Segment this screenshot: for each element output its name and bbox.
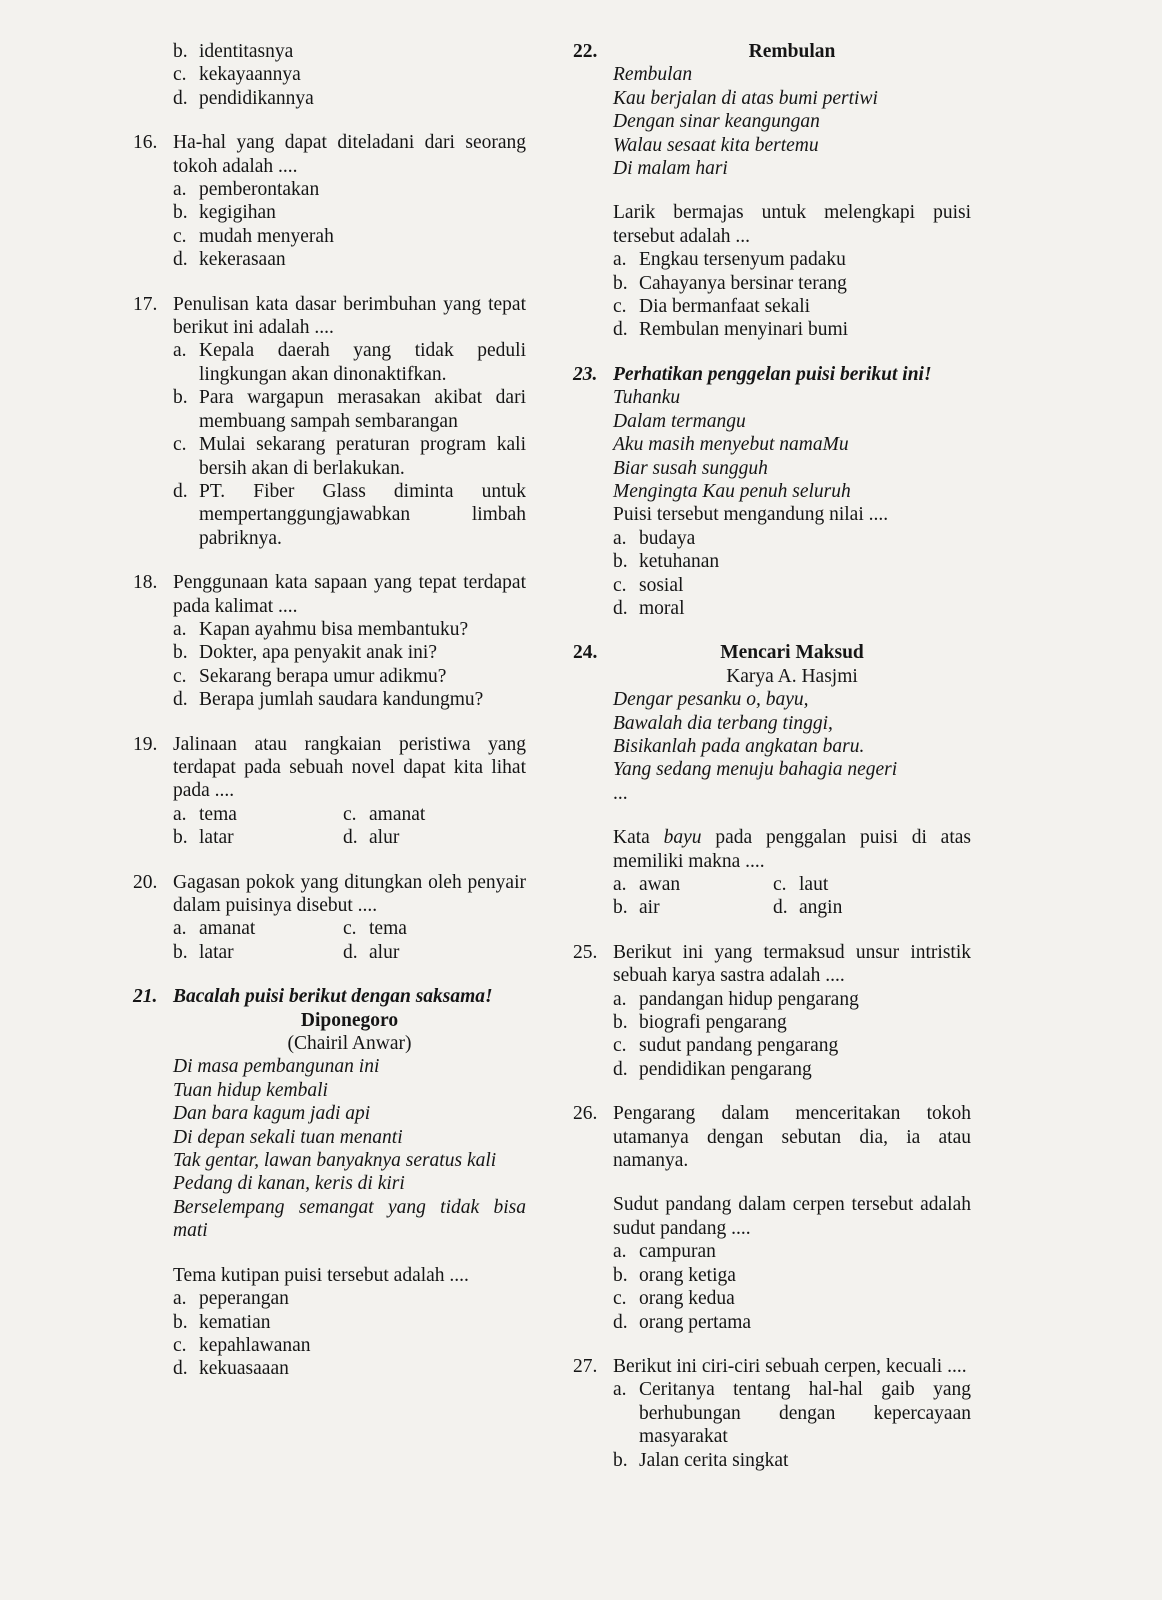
option-c[interactable]: c. orang kedua (613, 1288, 735, 1310)
option-d[interactable]: d. angin (773, 897, 843, 919)
question-24 (573, 641, 971, 919)
question-number: 22. (573, 41, 598, 62)
poem-line: Dan bara kagum jadi api (173, 1103, 371, 1125)
option-c[interactable]: c. Mulai sekarang peraturan program kali bersih akan di berlakukan. (173, 434, 526, 479)
question-stem: Larik bermajas untuk melengkapi puisi tersebut adalah ... (613, 202, 971, 247)
option-d[interactable]: d. alur (343, 827, 400, 849)
question-27 (573, 1355, 971, 1472)
option-b[interactable]: b. kematian (173, 1311, 271, 1333)
question-context: Pengarang dalam menceritakan tokoh utamanya dengan sebutan dia, ia atau namanya. (613, 1103, 971, 1172)
question-stem: Penulisan kata dasar berimbuhan yang tepat berikut ini adalah .... (173, 293, 526, 339)
option-c[interactable]: c. amanat (343, 803, 426, 825)
poem-line: Di depan sekali tuan menanti (173, 1126, 403, 1148)
question-26 (573, 1102, 971, 1334)
question-21 (133, 985, 526, 1381)
option-c[interactable]: c. laut (773, 874, 829, 895)
poem-line: Mengingta Kau penuh seluruh (613, 480, 851, 502)
option-c[interactable]: c. mudah menyerah (173, 225, 334, 247)
poem-line: Tak gentar, lawan banyaknya seratus kali (173, 1150, 497, 1172)
question-stem: Sudut pandang dalam cerpen tersebut adalah sudut pandang .... (613, 1194, 971, 1239)
question-number: 24. (573, 642, 598, 664)
question-stem: Penggunaan kata sapaan yang tepat terdapat pada kalimat .... (173, 572, 526, 617)
question-number: 17. (133, 293, 158, 315)
option-a[interactable]: a. Kepala daerah yang tidak peduli lingkungan akan dinonaktifkan. (173, 340, 526, 385)
question-17 (133, 293, 526, 550)
question-19 (133, 733, 526, 850)
option-a[interactable]: a. pandangan hidup pengarang (613, 988, 859, 1010)
poem-text (613, 63, 971, 180)
option-c[interactable]: c. Sekarang berapa umur adikmu? (173, 665, 447, 687)
poem-line: Dalam termangu (613, 410, 746, 432)
option-c[interactable]: c. kekayaannya (173, 64, 301, 86)
option-c[interactable]: c. kepahlawanan (173, 1334, 311, 1356)
option-a[interactable]: a. pemberontakan (173, 179, 320, 201)
option-a[interactable]: a. tema (173, 803, 237, 825)
option-a[interactable]: a. amanat (173, 918, 256, 940)
question-stem: Tema kutipan puisi tersebut adalah .... (173, 1264, 469, 1286)
question-instruction: Bacalah puisi berikut dengan saksama! (173, 986, 493, 1008)
option-a[interactable]: a. Ceritanya tentang hal-hal gaib yang berhubungan dengan kepercayaan masyarakat (613, 1379, 971, 1448)
option-d[interactable]: d. orang pertama (613, 1311, 752, 1333)
option-a[interactable]: a. Engkau tersenyum padaku (613, 249, 846, 271)
poem-line: Berselempang semangat yang tidak bisa mati (173, 1196, 526, 1242)
question-23 (573, 363, 971, 620)
poem-title: Diponegoro (300, 1009, 399, 1031)
option-b[interactable]: b. Dokter, apa penyakit anak ini? (173, 642, 437, 664)
poem-line: Tuan hidup kembali (173, 1079, 328, 1101)
option-b[interactable]: b. Jalan cerita singkat (613, 1449, 789, 1471)
option-c[interactable]: c. Dia bermanfaat sekali (613, 296, 811, 318)
question-number: 18. (133, 572, 158, 594)
poem-line: Bisikanlah pada angkatan baru. (613, 735, 865, 757)
poem-line: Di masa pembangunan ini (173, 1056, 380, 1078)
question-18 (133, 571, 526, 711)
poem-text (613, 688, 971, 805)
highlighted-word: bayu (663, 827, 702, 849)
poem-line: Dengar pesanku o, bayu, (613, 689, 809, 711)
option-d[interactable]: d. kekerasaan (173, 249, 286, 271)
question-number: 27. (573, 1355, 598, 1377)
poem-text (173, 1055, 526, 1242)
poem-line: Biar susah sungguh (613, 457, 768, 479)
option-b[interactable]: b. Para wargapun merasakan akibat dari membuang sampah sembarangan (173, 387, 526, 432)
option-c[interactable]: c. tema (343, 918, 407, 940)
question-stem: Jalinaan atau rangkaian peristiwa yang terdapat pada sebuah novel dapat kita lihat pada .... (173, 733, 526, 802)
option-d[interactable]: d. alur (343, 941, 400, 963)
option-a[interactable]: a. Kapan ayahmu bisa membantuku? (173, 618, 469, 640)
option-a[interactable]: a. campuran (613, 1241, 716, 1263)
poem-line: Aku masih menyebut namaMu (613, 434, 849, 456)
poem-text (613, 386, 971, 503)
option-b[interactable]: b. biografi pengarang (613, 1012, 787, 1034)
question-stem: Berikut ini ciri-ciri sebuah cerpen, kecuali .... (613, 1355, 967, 1377)
option-d[interactable]: d. pendidikan pengarang (613, 1058, 812, 1080)
option-b[interactable]: b. latar (173, 827, 234, 849)
question-stem: Ha-hal yang dapat diteladani dari seorang tokoh adalah .... (173, 132, 526, 177)
option-d[interactable]: d. Berapa jumlah saudara kandungmu? (173, 689, 484, 711)
option-d[interactable]: d. kekuasaaan (173, 1358, 289, 1380)
question-25 (573, 941, 971, 1081)
question-22 (573, 40, 971, 342)
poem-title: Rembulan (748, 41, 836, 62)
option-b[interactable]: b. air (613, 897, 660, 919)
option-d[interactable]: d. pendidikannya (173, 87, 314, 109)
question-number: 21. (133, 986, 158, 1008)
question-20 (133, 871, 526, 965)
option-a[interactable]: a. awan (613, 874, 681, 895)
poem-line: Yang sedang menuju bahagia negeri (613, 759, 898, 781)
question-stem: Berikut ini yang termaksud unsur intristik sebuah karya sastra adalah .... (613, 941, 971, 987)
question-stem: Puisi tersebut mengandung nilai .... (613, 504, 889, 526)
option-d[interactable]: d. PT. Fiber Glass diminta untuk mempertanggungjawabkan limbah pabriknya. (173, 480, 526, 549)
left-column (133, 40, 526, 1402)
question-number: 19. (133, 733, 158, 755)
poem-line: Tuhanku (613, 387, 681, 409)
option-d[interactable]: d. moral (613, 597, 685, 619)
option-b[interactable]: b. ketuhanan (613, 551, 720, 573)
poem-author: (Chairil Anwar) (287, 1033, 412, 1055)
question-16 (133, 131, 526, 271)
question-number: 16. (133, 132, 158, 154)
poem-author: Karya A. Hasjmi (726, 665, 858, 687)
poem-line: Walau sesaat kita bertemu (613, 134, 819, 156)
option-b[interactable]: b. identitasnya (173, 41, 294, 62)
right-column (573, 40, 971, 1493)
option-a[interactable]: a. peperangan (173, 1288, 289, 1310)
question-number: 26. (573, 1103, 598, 1125)
option-b[interactable]: b. latar (173, 941, 234, 963)
poem-title: Mencari Maksud (720, 642, 864, 664)
poem-line: Pedang di kanan, keris di kiri (173, 1173, 405, 1195)
option-b[interactable]: b. orang ketiga (613, 1264, 736, 1286)
question-instruction: Perhatikan penggelan puisi berikut ini! (613, 363, 932, 385)
question-stem: Gagasan pokok yang ditungkan oleh penyair dalam puisinya disebut .... (173, 871, 526, 916)
poem-line: Bawalah dia terbang tinggi, (613, 712, 833, 734)
option-c[interactable]: c. sudut pandang pengarang (613, 1035, 839, 1057)
poem-line: Rembulan (613, 64, 693, 86)
question-stem: Kata bayu pada penggalan puisi di atas memiliki makna .... (613, 827, 971, 872)
poem-line: Dengan sinar keangungan (613, 111, 820, 133)
option-a[interactable]: a. budaya (613, 527, 696, 549)
option-c[interactable]: c. sosial (613, 574, 684, 596)
option-b[interactable]: b. kegigihan (173, 202, 276, 224)
poem-line: ... (613, 782, 628, 804)
option-b[interactable]: b. Cahayanya bersinar terang (613, 272, 847, 294)
continued-options (133, 40, 526, 110)
question-number: 20. (133, 871, 158, 893)
option-d[interactable]: d. Rembulan menyinari bumi (613, 319, 849, 341)
question-number: 25. (573, 941, 598, 963)
poem-line: Di malam hari (613, 158, 728, 180)
poem-line: Kau berjalan di atas bumi pertiwi (613, 87, 878, 109)
question-number: 23. (573, 363, 598, 385)
